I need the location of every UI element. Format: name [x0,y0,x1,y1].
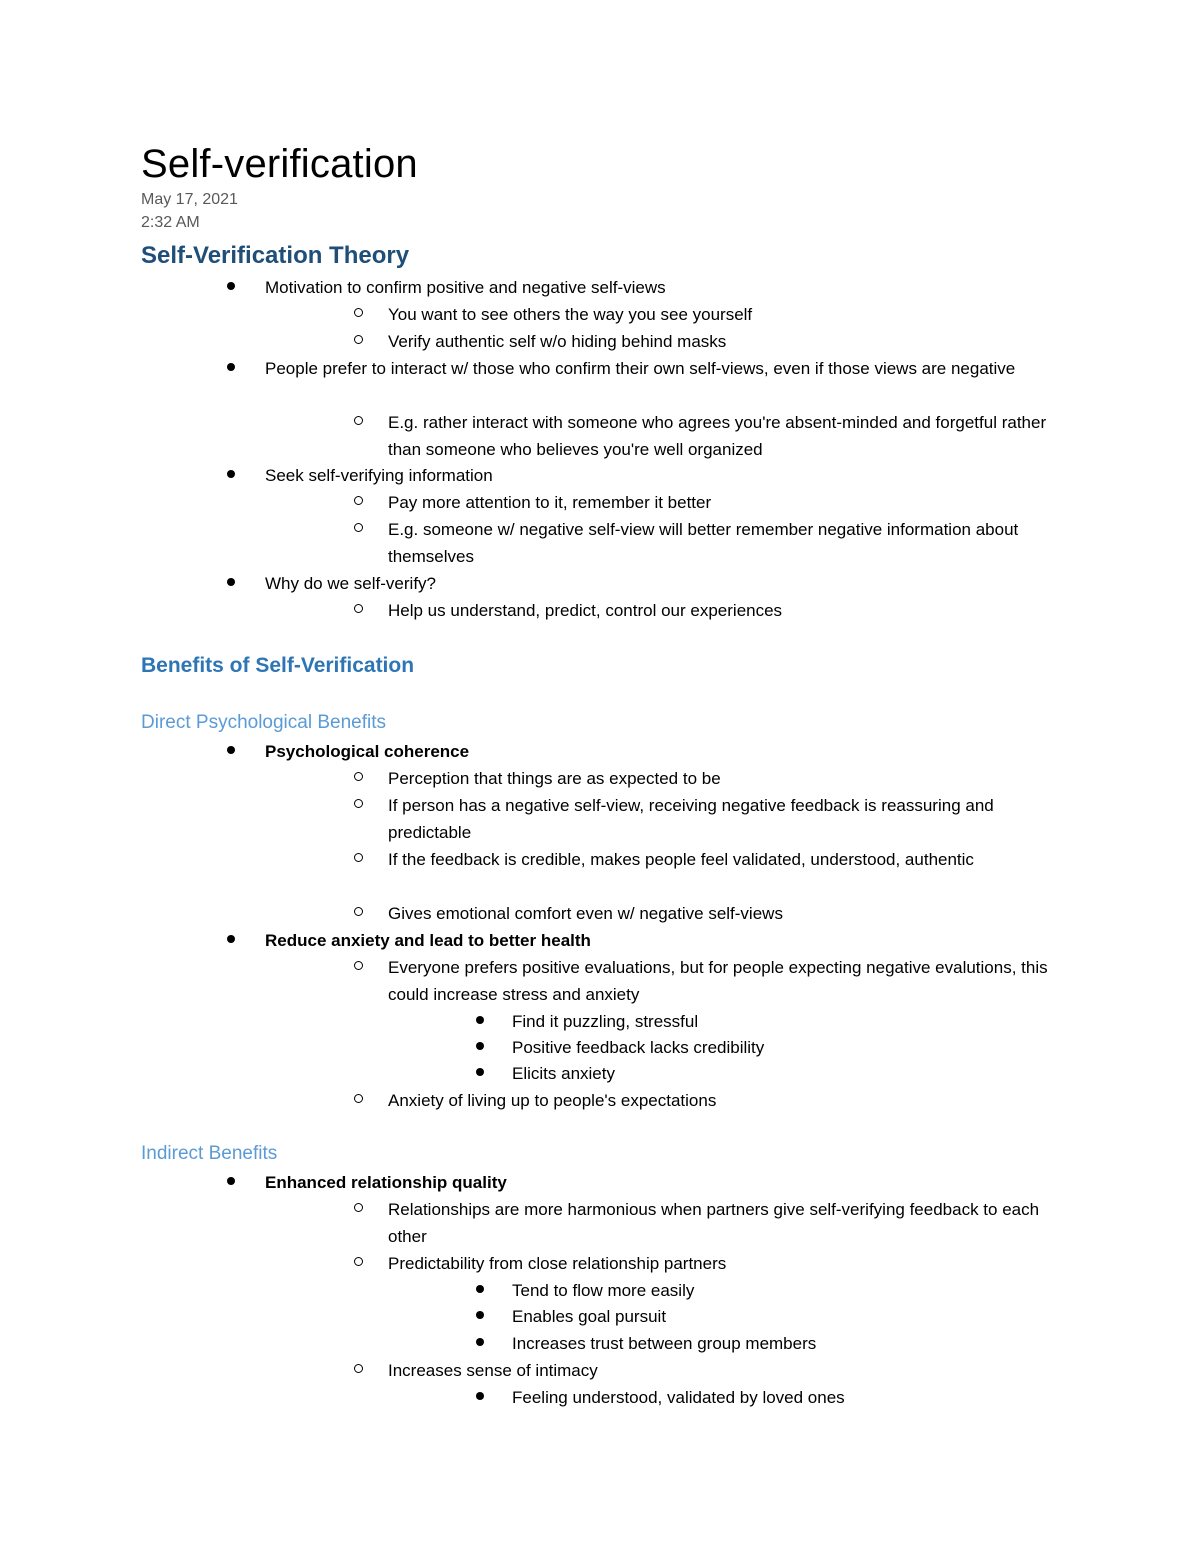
bullet-circle-icon [354,846,363,873]
subheading-indirect-benefits: Indirect Benefits [141,1143,278,1164]
list-item: Increases trust between group members [512,1330,1052,1357]
bullet-dot-icon [476,1277,484,1304]
subheading-direct-benefits: Direct Psychological Benefits [141,712,386,733]
list-item: Relationships are more harmonious when partners give self-verifying feedback to each other [388,1196,1058,1250]
list-item: Gives emotional comfort even w/ negative self-views [388,900,1058,927]
list-item: If person has a negative self-view, receiving negative feedback is reassuring and predictable [388,792,1058,846]
list-item: Tend to flow more easily [512,1277,1052,1304]
bullet-dot-icon [227,927,235,954]
list-item: Increases sense of intimacy [388,1357,1058,1384]
list-item: Psychological coherence [265,738,1055,765]
bullet-circle-icon [354,328,363,355]
bullet-dot-icon [227,355,235,382]
bullet-dot-icon [476,1330,484,1357]
bullet-dot-icon [476,1303,484,1330]
list-item: Help us understand, predict, control our experiences [388,597,1058,624]
note-time: 2:32 AM [141,214,200,231]
list-item: Perception that things are as expected to be [388,765,1058,792]
bullet-dot-icon [227,274,235,301]
bullet-circle-icon [354,900,363,927]
list-item: Find it puzzling, stressful [512,1008,1052,1035]
list-item: Anxiety of living up to people's expectations [388,1087,1058,1114]
page-title: Self-verification [141,142,418,186]
bullet-dot-icon [227,1169,235,1196]
list-item: You want to see others the way you see yourself [388,301,1058,328]
list-item: E.g. rather interact with someone who agrees you're absent-minded and forgetful rather than someone who believes you're well organized [388,409,1058,463]
list-item: Predictability from close relationship partners [388,1250,1058,1277]
list-item: Enhanced relationship quality [265,1169,1055,1196]
bullet-circle-icon [354,1087,363,1114]
list-item: Pay more attention to it, remember it better [388,489,1058,516]
list-item: Why do we self-verify? [265,570,1055,597]
bullet-circle-icon [354,1196,363,1223]
bullet-circle-icon [354,765,363,792]
list-item: If the feedback is credible, makes people feel validated, understood, authentic [388,846,1058,873]
list-item: Verify authentic self w/o hiding behind masks [388,328,1058,355]
list-item: Motivation to confirm positive and negative self-views [265,274,1055,301]
bullet-circle-icon [354,792,363,819]
bullet-dot-icon [476,1384,484,1411]
bullet-dot-icon [476,1034,484,1061]
bullet-dot-icon [476,1060,484,1087]
note-date: May 17, 2021 [141,191,238,208]
bullet-circle-icon [354,1250,363,1277]
bullet-circle-icon [354,409,363,436]
bullet-dot-icon [227,738,235,765]
bullet-circle-icon [354,301,363,328]
list-item: Seek self-verifying information [265,462,1055,489]
list-item: E.g. someone w/ negative self-view will better remember negative information about themselves [388,516,1058,570]
list-item: Positive feedback lacks credibility [512,1034,1052,1061]
list-item: Everyone prefers positive evaluations, but for people expecting negative evalutions, this could increase stress and anxiety [388,954,1058,1008]
list-item: Elicits anxiety [512,1060,1052,1087]
bullet-circle-icon [354,954,363,981]
list-item: People prefer to interact w/ those who confirm their own self-views, even if those views are negative [265,355,1055,382]
section-heading-theory: Self-Verification Theory [141,242,410,269]
bullet-dot-icon [227,462,235,489]
bullet-circle-icon [354,489,363,516]
bullet-dot-icon [227,570,235,597]
bullet-circle-icon [354,516,363,543]
list-item: Reduce anxiety and lead to better health [265,927,1055,954]
section-heading-benefits: Benefits of Self-Verification [141,654,415,677]
bullet-dot-icon [476,1008,484,1035]
list-item: Feeling understood, validated by loved ones [512,1384,1052,1411]
bullet-circle-icon [354,1357,363,1384]
bullet-circle-icon [354,597,363,624]
list-item: Enables goal pursuit [512,1303,1052,1330]
